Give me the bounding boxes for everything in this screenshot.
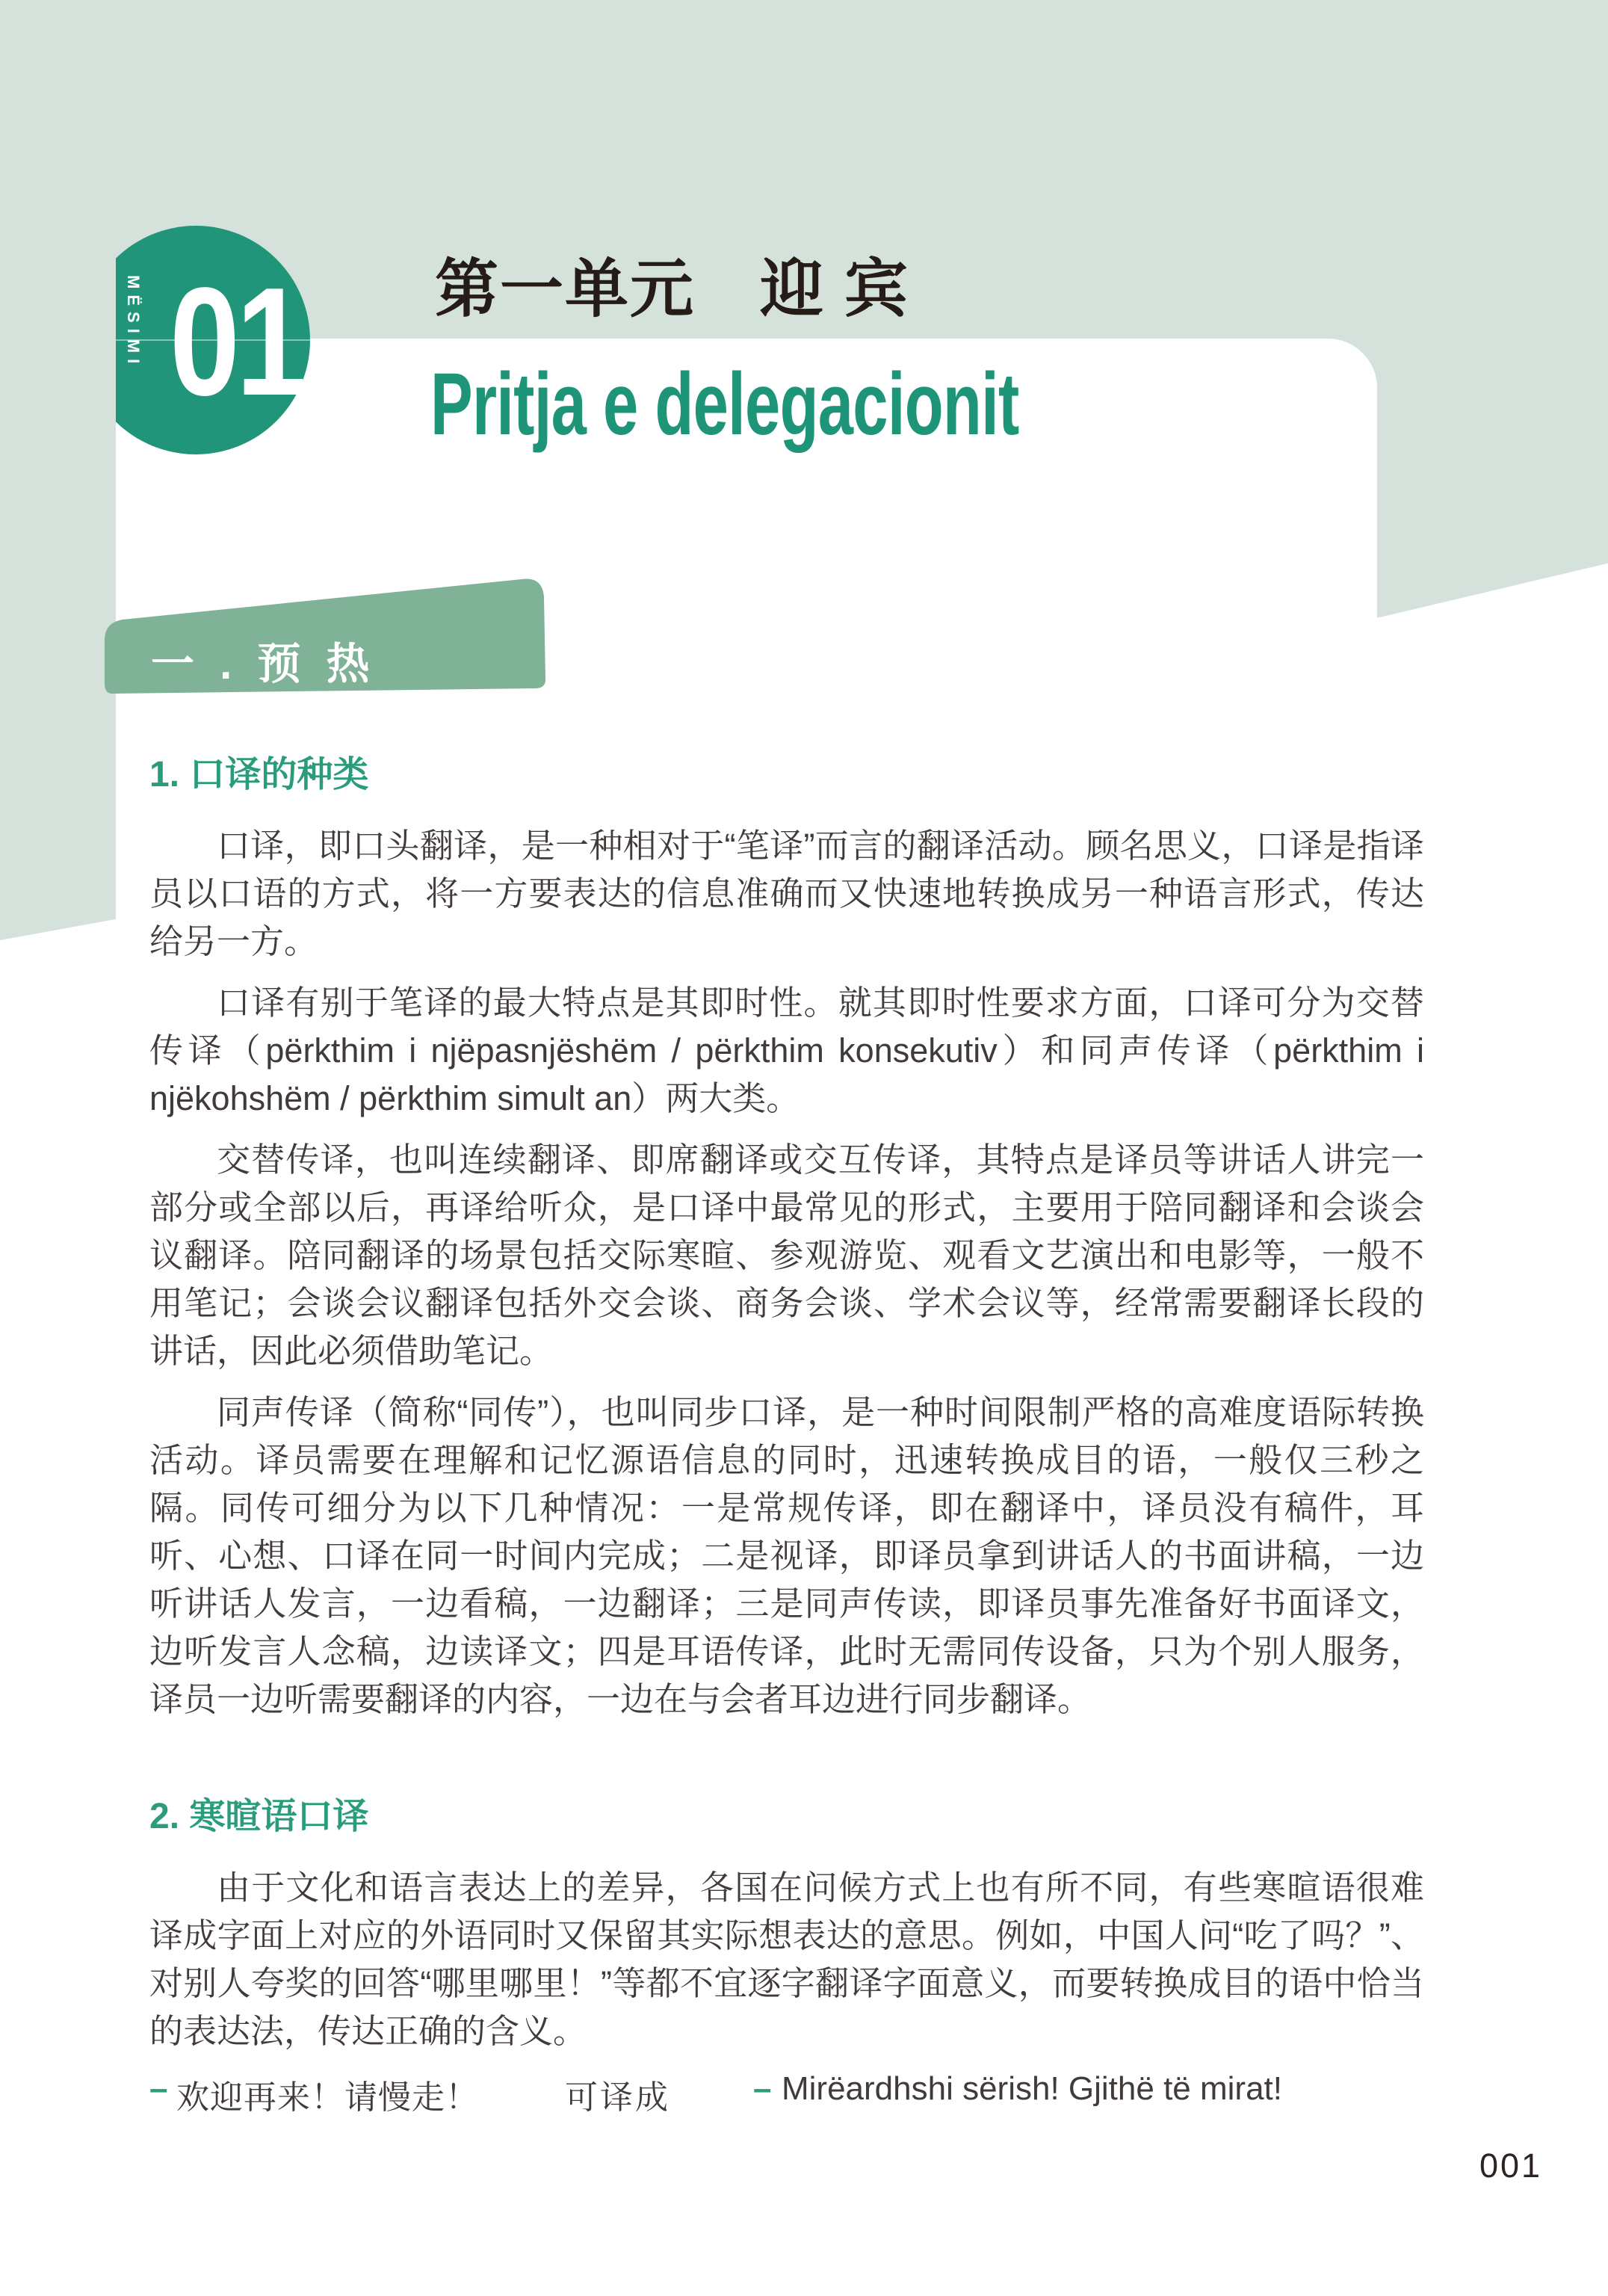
paragraph: 口译，即口头翻译，是一种相对于“笔译”而言的翻译活动。顾名思义，口译是指译员以口语的方式，将一方要表达的信息准确而又快速地转换成另一种语言形式，传达给另一方。 xyxy=(149,827,1424,960)
section-2-heading: 2. 寒暄语口译 xyxy=(149,1797,369,1836)
lesson-label-vertical: MËSIMI xyxy=(124,275,143,370)
example-connector: 可译成 xyxy=(565,2079,670,2116)
lesson-badge xyxy=(116,226,312,454)
example-translation-row xyxy=(149,2070,1465,2123)
unit-title-chinese: 第一单元 迎 宾 xyxy=(435,254,909,325)
warmup-banner xyxy=(103,572,551,699)
example-chinese-phrase: 欢迎再来！请慢走！ xyxy=(176,2079,479,2116)
example-dash-sq: – xyxy=(753,2070,772,2107)
example-albanian-phrase: Mirëardhshi sërish! Gjithë të mirat! xyxy=(782,2070,1282,2107)
warmup-banner-label: 一 . 预 热 xyxy=(151,640,377,688)
section-1-heading: 1. 口译的种类 xyxy=(149,755,369,794)
paragraph: 同声传译（简称“同传”），也叫同步口译，是一种时间限制严格的高难度语际转换活动。译员需要在理解和记忆源语信息的同时，迅速转换成目的语，一般仅三秒之隔。同传可细分为以下几种情况：一是常规传译，即在翻译中，译员没有稿件，耳听、心想、口译在同一时间内完成；二是视译，即译员拿到讲话人的书面讲稿，一边听讲话人发言，一边看稿，一边翻译；三是同声传读，即译员事先准备好书面译文，边听发言人念稿，边读译文；四是耳语传译，此时无需同传设备，只为个别人服务，译员一边听需要翻译的内容，一边在与会者耳边进行同步翻译。 xyxy=(149,1393,1424,1718)
paragraph: 由于文化和语言表达上的差异，各国在问候方式上也有所不同，有些寒暄语很难译成字面上对应的外语同时又保留其实际想表达的意思。例如，中国人问“吃了吗？”、对别人夸奖的回答“哪里哪里！”等都不宜逐字翻译字面意义，而要转换成目的语中恰当的表达法，传达正确的含义。 xyxy=(149,1868,1424,2050)
section-greeting-interpretation xyxy=(149,1795,1424,2069)
left-margin-tint-strip xyxy=(0,339,116,940)
lesson-badge-divider-line xyxy=(116,339,312,341)
paragraph: 口译有别于笔译的最大特点是其即时性。就其即时性要求方面，口译可分为交替传译（përkthim i njëpasnjëshëm / përkthim konsekutiv）和同声传译（përkthim i njëkohshëm / përkthim simult an）两大类。 xyxy=(149,984,1424,1117)
paragraph: 交替传译，也叫连续翻译、即席翻译或交互传译，其特点是译员等讲话人讲完一部分或全部以后，再译给听众，是口译中最常见的形式，主要用于陪同翻译和会谈会议翻译。陪同翻译的场景包括交际寒暄、参观游览、观看文艺演出和电影等，一般不用笔记；会谈会议翻译包括外交会谈、商务会谈、学术会议等，经常需要翻译长段的讲话，因此必须借助笔记。 xyxy=(149,1141,1424,1370)
example-dash-zh: – xyxy=(149,2070,168,2107)
page-number: 001 xyxy=(1479,2147,1543,2185)
unit-title-albanian: Pritja e delegacionit xyxy=(430,355,1019,454)
lesson-number: 01 xyxy=(170,256,303,428)
section-interpretation-types xyxy=(149,753,1424,1737)
